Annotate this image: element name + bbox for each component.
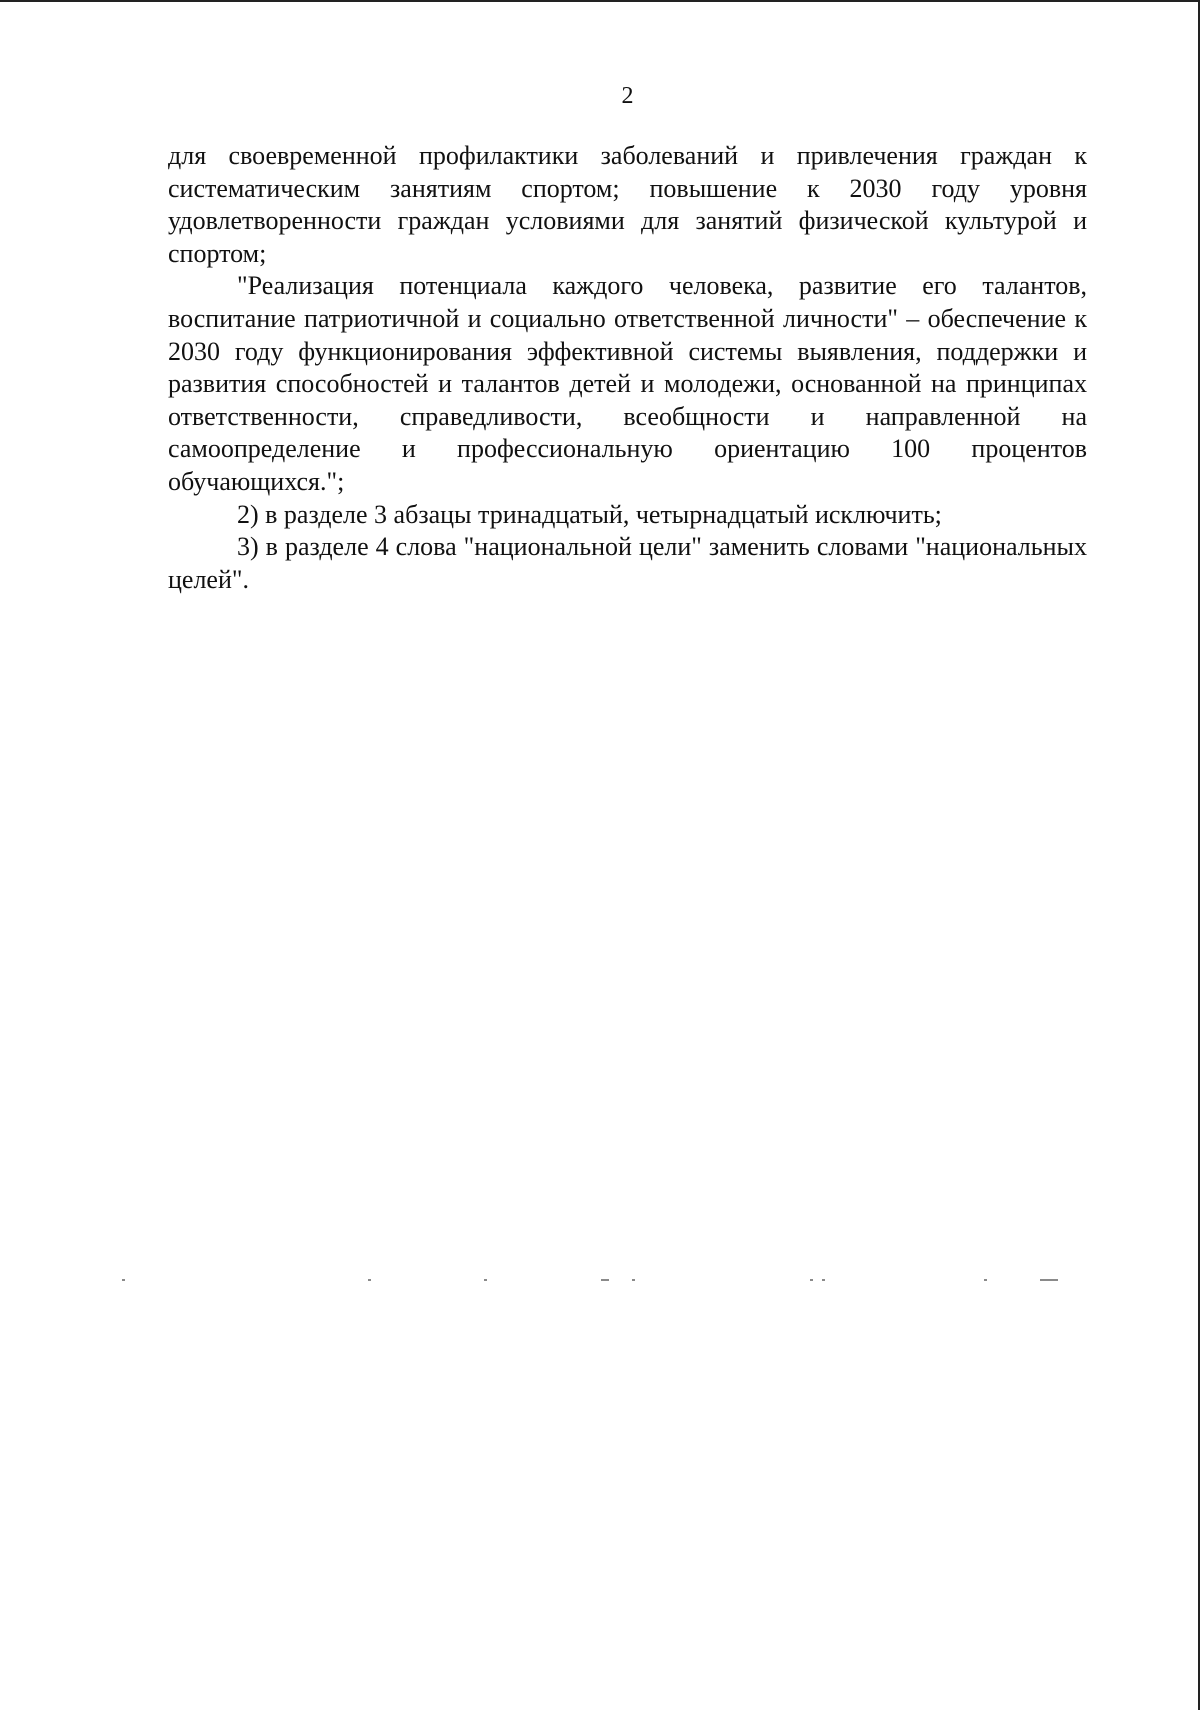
scan-border-top	[0, 0, 1200, 2]
document-body	[168, 140, 1087, 596]
page-number: 2	[621, 83, 634, 109]
paragraph-national-goal-quote: "Реализация потенциала каждого человека, развитие его талантов, воспитание патриотичной и социально ответственной личности" – обеспечение к 2030 году функционирования эффективной системы выявления, поддержки и развития способностей и талантов детей и молодежи, основанной на принципах ответственности, справедливости, всеобщности и направленной на самоопределение и профессиональную ориентацию 100 процентов обучающихся.";	[168, 271, 1087, 496]
paragraph-continuation: для своевременной профилактики заболеваний и привлечения граждан к систематическим занятиям спортом; повышение к 2030 году уровня удовлетворенности граждан условиями для занятий физической культурой и спортом;	[168, 141, 1087, 268]
paragraph-item-3: 3) в разделе 4 слова "национальной цели" заменить словами "национальных целей".	[168, 532, 1087, 594]
paragraph-item-2: 2) в разделе 3 абзацы тринадцатый, четырнадцатый исключить;	[237, 499, 942, 529]
scan-artifact-dots	[0, 1279, 1200, 1283]
